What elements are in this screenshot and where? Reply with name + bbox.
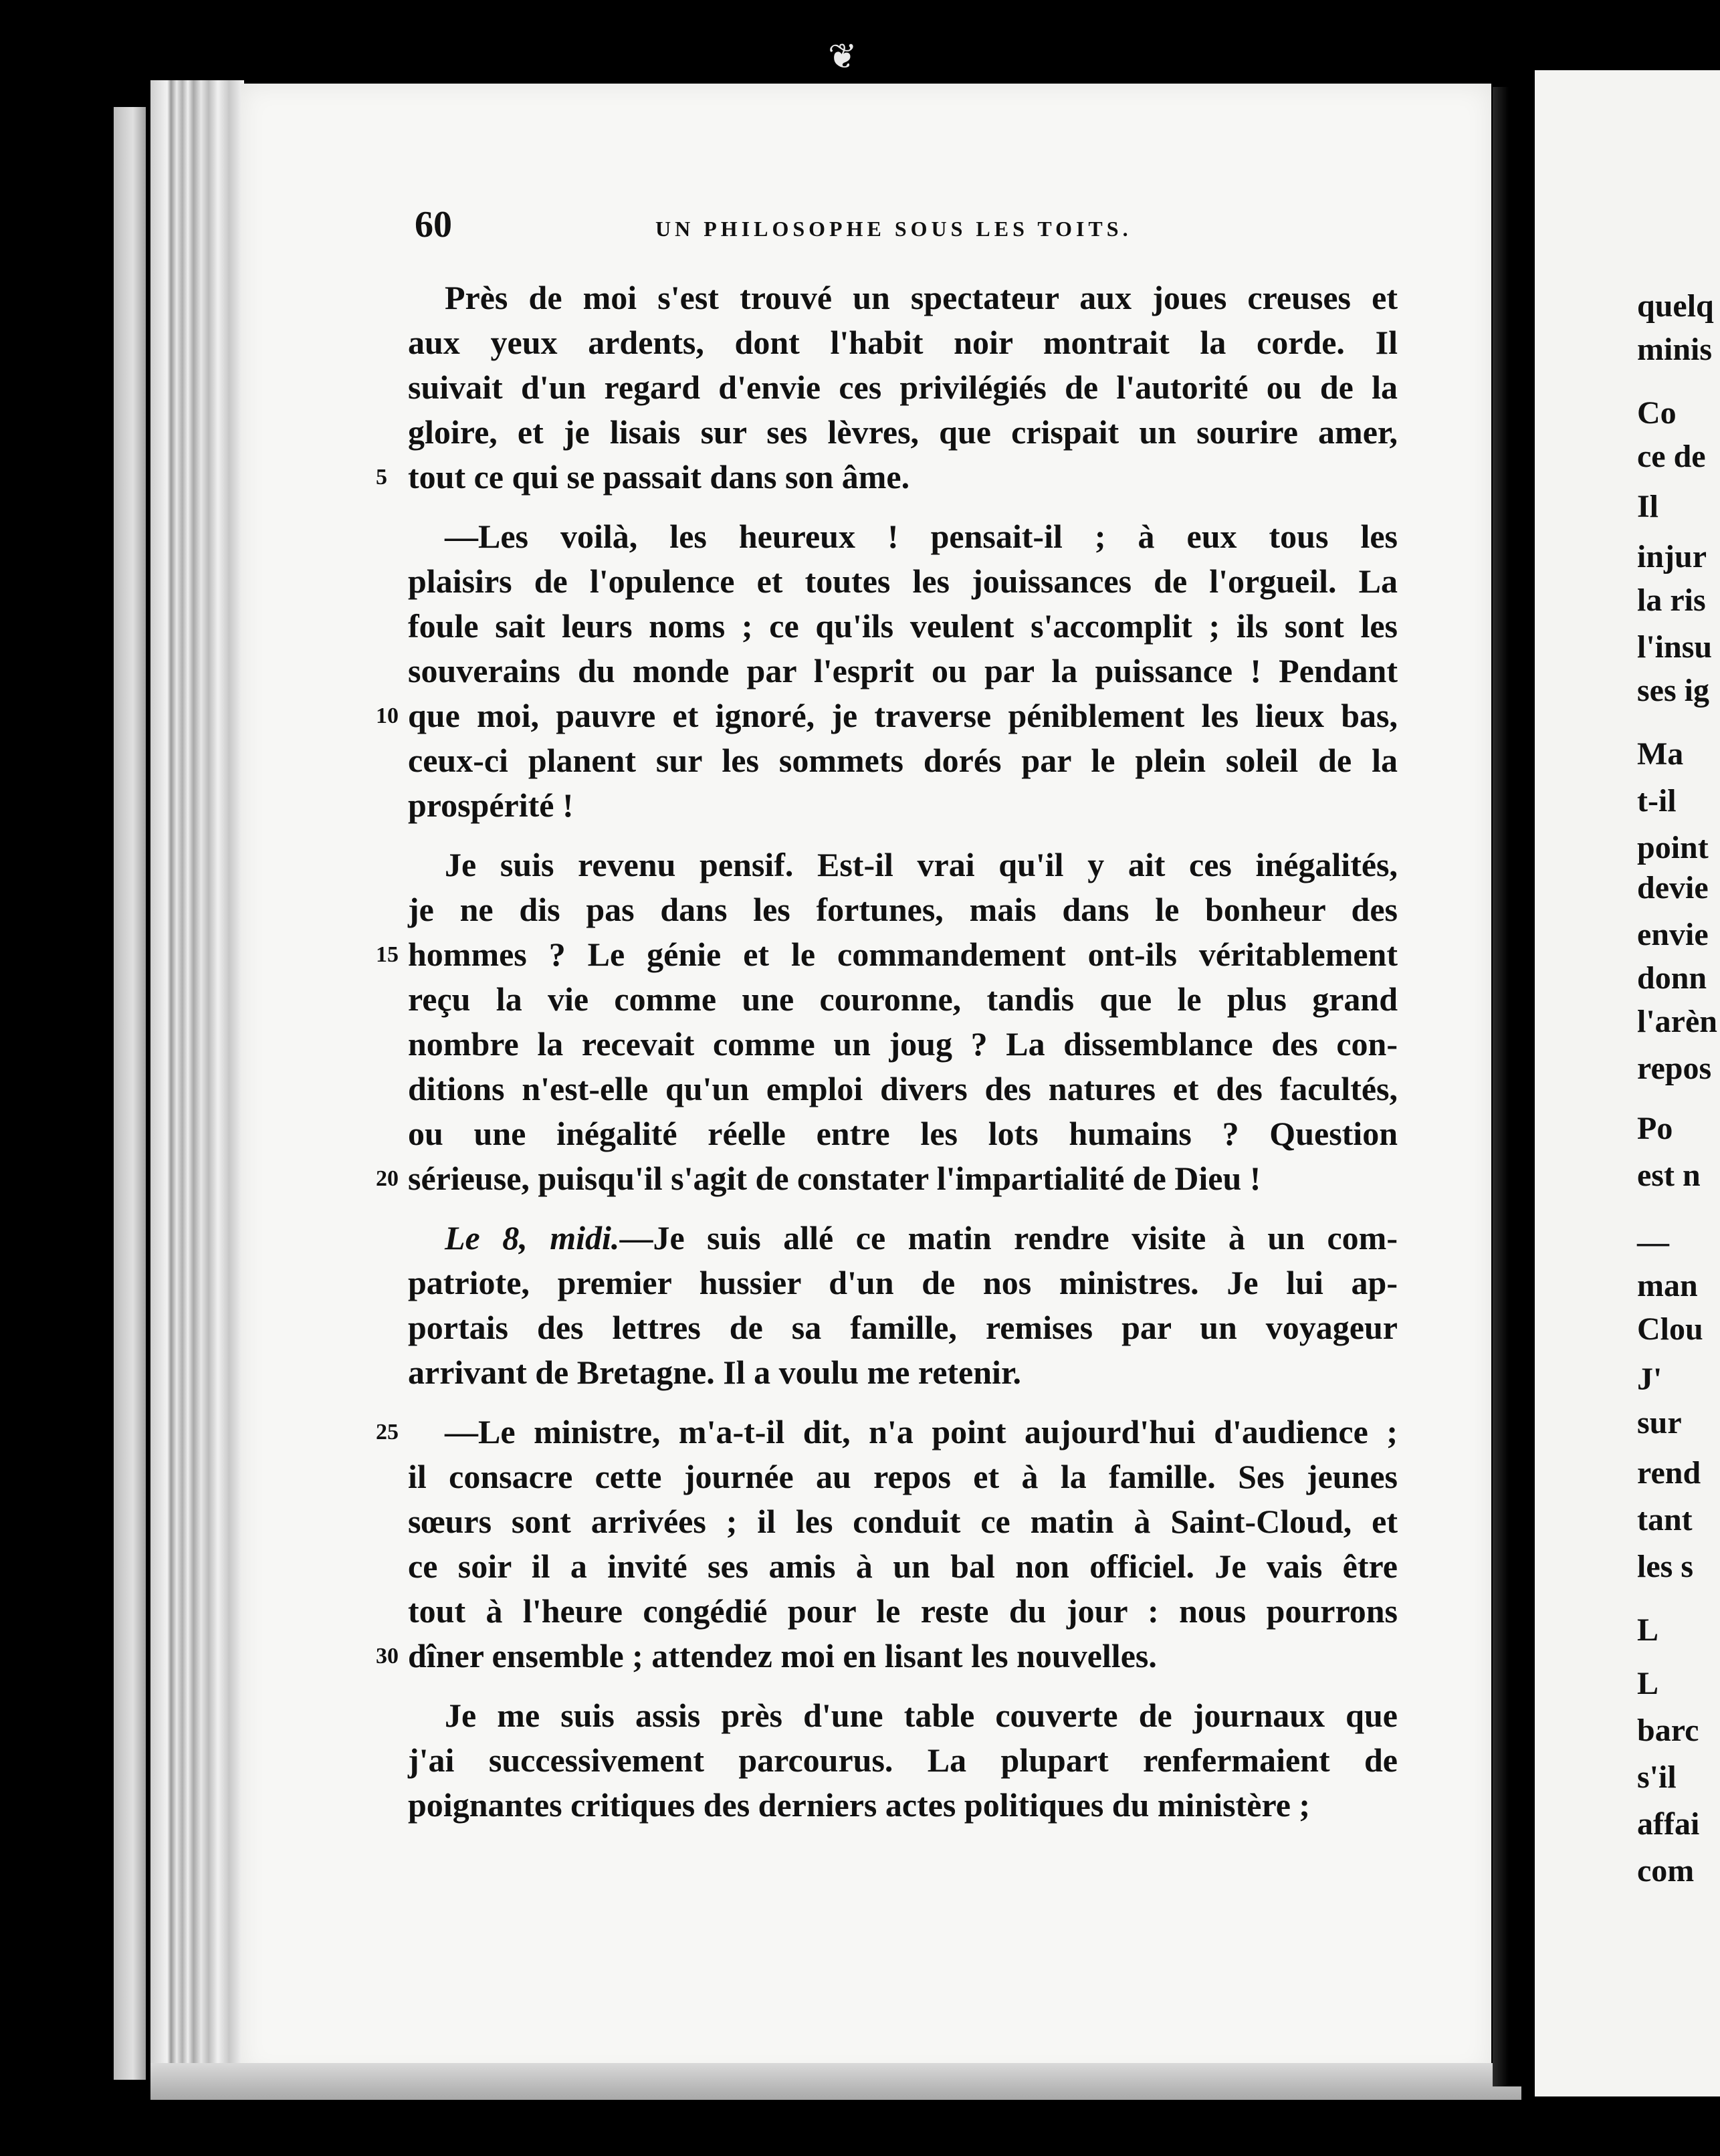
facing-page-fragment: Clou (1637, 1311, 1703, 1347)
text-line (408, 738, 1398, 783)
line-text: reçu la vie comme une couronne, tandis que le plus grand (408, 980, 1398, 1018)
line-text: gloire, et je lisais sur ses lèvres, que crispait un sourire amer, (408, 413, 1398, 451)
line-text: —Les voilà, les heureux ! pensait-il ; à eux tous les (445, 518, 1398, 555)
line-text: sœurs sont arrivées ; il les conduit ce matin à Saint-Cloud, et (408, 1503, 1398, 1540)
text-line (408, 843, 1398, 887)
facing-page-fragment: la ris (1637, 582, 1706, 618)
line-text: j'ai successivement parcourus. La plupart renfermaient de (408, 1741, 1398, 1779)
paragraph (376, 514, 1398, 828)
facing-page-fragment: sur (1637, 1405, 1682, 1440)
facing-page-fragment: rend (1637, 1455, 1701, 1491)
text-line (408, 1589, 1398, 1634)
book-page-stack (150, 80, 244, 2086)
text-line (408, 1350, 1398, 1395)
line-number: 5 (376, 465, 387, 490)
facing-page-fragment: envie (1637, 917, 1709, 952)
facing-page-fragment: point (1637, 830, 1709, 865)
facing-page-fragment: l'insu (1637, 629, 1713, 665)
facing-page-fragment: affai (1637, 1806, 1700, 1842)
text-line (408, 365, 1398, 410)
line-number: 15 (376, 942, 399, 967)
line-number: 25 (376, 1420, 399, 1444)
line-number: 30 (376, 1644, 399, 1668)
text-line (408, 514, 1398, 559)
text-line (376, 455, 1398, 500)
line-text: arrivant de Bretagne. Il a voulu me retenir. (408, 1354, 1022, 1391)
line-number: 20 (376, 1166, 399, 1191)
line-text: nombre la recevait comme un joug ? La dissemblance des con- (408, 1025, 1398, 1063)
line-text: —Le ministre, m'a-t-il dit, n'a point aujourd'hui d'audience ; (445, 1413, 1398, 1450)
text-line (376, 1410, 1398, 1454)
running-title: UN PHILOSOPHE SOUS LES TOITS. (655, 217, 1132, 241)
facing-page-fragment: barc (1637, 1713, 1699, 1748)
text-line (408, 1544, 1398, 1589)
text-line (408, 649, 1398, 693)
body-text (376, 276, 1398, 1842)
text-line (408, 783, 1398, 828)
book-edge-outer (114, 107, 146, 2080)
facing-page-fragment: s'il (1637, 1759, 1677, 1795)
facing-page-fragment: Ma (1637, 736, 1684, 772)
paragraph (376, 276, 1398, 500)
facing-page-fragment: Co (1637, 395, 1677, 431)
page-header (415, 203, 1378, 257)
facing-page-fragment: ce de (1637, 439, 1706, 474)
facing-page-fragment: t-il (1637, 783, 1677, 819)
line-text: Je suis revenu pensif. Est-il vrai qu'il y ait ces inégalités, (445, 846, 1398, 883)
text-line (408, 1067, 1398, 1111)
entry-date: Le 8, midi. (445, 1219, 620, 1257)
text-line (376, 1634, 1398, 1679)
line-text: foule sait leurs noms ; ce qu'ils veulent s'accomplit ; ils sont les (408, 607, 1398, 645)
line-text: souverains du monde par l'esprit ou par la puissance ! Pendant (408, 652, 1398, 689)
facing-page-fragment: injur (1637, 539, 1707, 574)
line-text: que moi, pauvre et ignoré, je traverse péniblement les lieux bas, (408, 697, 1398, 734)
facing-page-fragment: L (1637, 1612, 1659, 1648)
binding-ornament-icon: ❦ (828, 37, 857, 77)
page-number: 60 (415, 204, 452, 245)
line-text: ditions n'est-elle qu'un emploi divers des natures et des facultés, (408, 1070, 1398, 1107)
text-line (408, 410, 1398, 455)
text-line (408, 1693, 1398, 1738)
page-bottom-edge (150, 2063, 1521, 2100)
line-text: tout à l'heure congédié pour le reste du jour : nous pourrons (408, 1592, 1398, 1630)
facing-page-fragment: repos (1637, 1051, 1712, 1086)
line-text: Je me suis assis près d'une table couverte de journaux que (445, 1697, 1398, 1734)
line-text: ou une inégalité réelle entre les lots humains ? Question (408, 1115, 1398, 1152)
text-line (408, 887, 1398, 932)
line-text: plaisirs de l'opulence et toutes les jouissances de l'orgueil. La (408, 562, 1398, 600)
text-line (376, 693, 1398, 738)
text-line (408, 1305, 1398, 1350)
line-text: Près de moi s'est trouvé un spectateur aux joues creuses et (445, 279, 1398, 316)
line-text: dîner ensemble ; attendez moi en lisant les nouvelles. (408, 1637, 1157, 1675)
text-line (408, 1454, 1398, 1499)
text-line (408, 977, 1398, 1022)
text-line (408, 604, 1398, 649)
line-text: je ne dis pas dans les fortunes, mais dans le bonheur des (408, 891, 1398, 928)
facing-page-fragment: — (1637, 1224, 1669, 1260)
facing-page-fragment: devie (1637, 870, 1709, 905)
facing-page-fragment: Po (1637, 1111, 1673, 1146)
paragraph (408, 1693, 1398, 1828)
line-text: prospérité ! (408, 786, 574, 824)
line-text: aux yeux ardents, dont l'habit noir montrait la corde. Il (408, 324, 1398, 361)
paragraph (376, 843, 1398, 1201)
text-line (408, 1111, 1398, 1156)
text-line (408, 1261, 1398, 1305)
facing-page-fragment: J' (1637, 1362, 1662, 1397)
line-text: poignantes critiques des derniers actes politiques du ministère ; (408, 1786, 1311, 1824)
facing-page-fragment: l'arèn (1637, 1004, 1717, 1039)
paragraph (376, 1410, 1398, 1679)
facing-page-fragment: L (1637, 1666, 1659, 1701)
facing-page-fragment: man (1637, 1268, 1698, 1303)
line-text: patriote, premier hussier d'un de nos ministres. Je lui ap- (408, 1264, 1398, 1301)
facing-page-fragment: minis (1637, 332, 1713, 367)
text-line (408, 1216, 1398, 1261)
facing-page-fragment: ses ig (1637, 673, 1709, 708)
text-line (408, 559, 1398, 604)
text-line (408, 1022, 1398, 1067)
text-line (376, 1156, 1398, 1201)
text-line (408, 276, 1398, 320)
facing-page-fragment: est n (1637, 1158, 1701, 1193)
line-text: ceux-ci planent sur les sommets dorés par le plein soleil de la (408, 742, 1398, 779)
line-number: 10 (376, 704, 399, 728)
text-line (408, 1738, 1398, 1783)
facing-page-fragment: donn (1637, 960, 1707, 996)
line-text: il consacre cette journée au repos et à la famille. Ses jeunes (408, 1458, 1398, 1495)
text-line (408, 1783, 1398, 1828)
line-text: portais des lettres de sa famille, remises par un voyageur (408, 1309, 1398, 1346)
line-text: —Je suis allé ce matin rendre visite à un com- (619, 1219, 1398, 1257)
text-line (376, 932, 1398, 977)
text-line (408, 1499, 1398, 1544)
facing-page-fragment: com (1637, 1853, 1695, 1889)
facing-page-fragment: quelq (1637, 288, 1714, 324)
facing-page-fragment: tant (1637, 1502, 1693, 1537)
paragraph (408, 1216, 1398, 1395)
book-gutter (1493, 87, 1533, 2086)
facing-page-fragment: Il (1637, 489, 1659, 524)
line-text: ce soir il a invité ses amis à un bal non officiel. Je vais être (408, 1547, 1398, 1585)
line-text: hommes ? Le génie et le commandement ont-ils véritablement (408, 936, 1398, 973)
line-text: sérieuse, puisqu'il s'agit de constater l'impartialité de Dieu ! (408, 1160, 1261, 1197)
line-text: suivait d'un regard d'envie ces privilégiés de l'autorité ou de la (408, 368, 1398, 406)
line-text: tout ce qui se passait dans son âme. (408, 458, 910, 496)
text-line (408, 320, 1398, 365)
facing-page-fragment: les s (1637, 1549, 1693, 1584)
